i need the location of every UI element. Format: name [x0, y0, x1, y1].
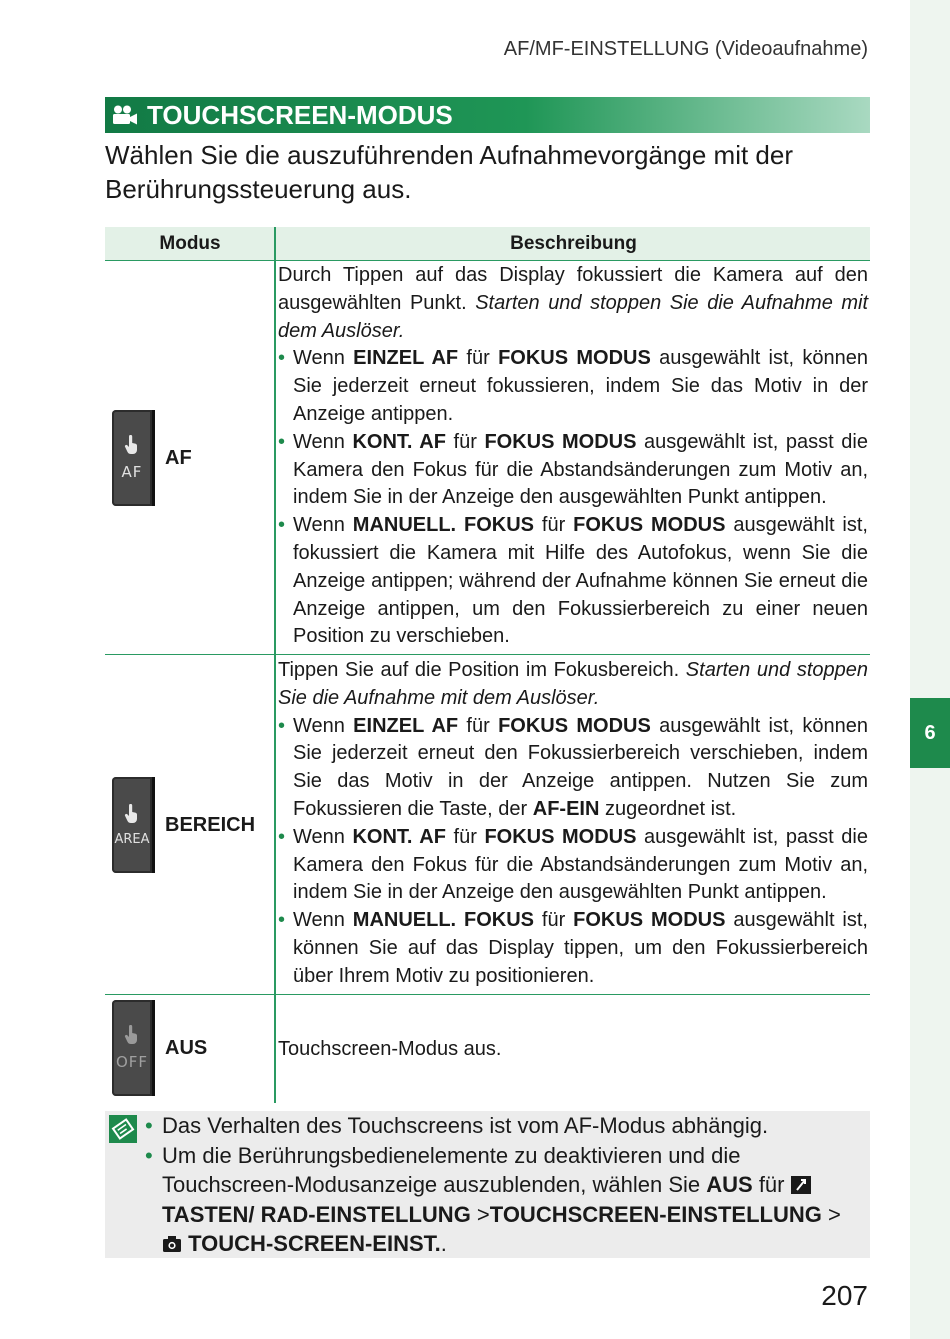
section-title-text: TOUCHSCREEN-MODUS: [147, 99, 453, 130]
column-divider: [274, 227, 276, 1103]
mode-cell-bereich: [112, 777, 255, 873]
note-icon: [109, 1115, 137, 1143]
touch-off-icon: [112, 1000, 155, 1096]
camera-icon: [162, 1235, 182, 1253]
note-list: [145, 1111, 845, 1259]
mode-cell-aus: [112, 1000, 207, 1096]
desc-text: Tippen Sie auf die Position im Fokusbereich.: [278, 659, 680, 681]
chapter-tab: 6: [910, 698, 950, 768]
table-header: [105, 227, 870, 261]
mode-icon-text: AF: [121, 463, 143, 481]
note-box: [105, 1111, 870, 1258]
touch-af-icon: [112, 410, 155, 506]
mode-icon-text: OFF: [115, 1053, 149, 1071]
list-item: • Wenn EINZEL AF für FOKUS MODUS ausgewählt ist, können Sie jederzeit erneut fokussieren, indem Sie das Motiv in der Anzeige antippen.: [278, 345, 868, 428]
list-item: • Wenn MANUELL. FOKUS für FOKUS MODUS ausgewählt ist, können Sie auf das Display tippen, um den Fokussierbereich über Ihrem Motiv zu positionieren.: [278, 907, 868, 990]
intro-text: Wählen Sie die auszuführenden Aufnahmevorgänge mit der Berührungssteuerung aus.: [105, 140, 793, 204]
description-intro: [278, 657, 868, 713]
header-beschreibung: Beschreibung: [510, 232, 637, 254]
mode-label-bereich: BEREICH: [165, 813, 256, 836]
desc-italic: Starten und stoppen Sie die Aufnahme mit dem Auslöser.: [278, 291, 869, 342]
list-item: • Wenn MANUELL. FOKUS für FOKUS MODUS ausgewählt ist, fokussiert die Kamera mit Hilfe des Autofokus, wenn Sie die Anzeige antippen; während der Aufnahme können Sie erneut die Anzeige antippen, um den Fokussierbereich zu einer neuen Position zu verschieben.: [278, 512, 868, 651]
section-title: [105, 97, 870, 133]
list-item: • Wenn EINZEL AF für FOKUS MODUS ausgewählt ist, können Sie jederzeit erneut den Fokussierbereich verschieben, indem Sie das Motiv in der Anzeige antippen. Nutzen Sie zum Fokussieren die Taste, der AF-EIN zugeordnet ist.: [278, 713, 868, 824]
bullet-list: [278, 345, 868, 651]
description-af: [278, 262, 868, 651]
side-strip: [910, 0, 950, 1339]
list-item: • Wenn KONT. AF für FOKUS MODUS ausgewählt ist, passt die Kamera den Fokus für die Abstandsänderungen zum Motiv an, indem Sie in der Anzeige den ausgewählten Punkt antippen.: [278, 824, 868, 907]
mode-label-af: AF: [165, 446, 192, 469]
desc-text: Durch Tippen auf das Display fokussiert die Kamera auf den ausgewählten Punkt.: [278, 264, 868, 314]
bullet-list: [278, 713, 868, 991]
mode-label-aus: AUS: [165, 1036, 208, 1059]
mode-icon-text: AREA: [114, 831, 150, 847]
movie-icon: [111, 104, 139, 126]
description-aus: [278, 1036, 868, 1064]
list-item: • Wenn KONT. AF für FOKUS MODUS ausgewählt ist, passt die Kamera den Fokus für die Abstandsänderungen zum Motiv an, indem Sie in der Anzeige den ausgewählten Punkt antippen.: [278, 429, 868, 512]
mode-cell-af: [112, 410, 192, 506]
row-divider: [105, 994, 870, 995]
description-bereich: [278, 657, 868, 991]
page-number: 207: [821, 1280, 868, 1311]
description-intro: Touchscreen-Modus aus.: [278, 1038, 502, 1060]
header-modus: Modus: [159, 232, 221, 254]
finger-icon: [124, 435, 140, 455]
touch-area-icon: [112, 777, 155, 873]
finger-icon: [124, 804, 140, 824]
description-intro: [278, 262, 868, 345]
desc-italic: Starten und stoppen Sie die Aufnahme mit dem Auslöser.: [278, 659, 868, 709]
finger-icon: [124, 1025, 140, 1045]
row-divider: [105, 654, 870, 655]
list-item: • Um die Berührungsbedienelemente zu deaktivieren und die Touchscreen-Modusanzeige auszublenden, wählen Sie AUS für TASTEN/ RAD-EINSTELLUNG >TOUCHSCREEN-EINSTELLUNG > TOUCH-SCREEN-EINST..: [145, 1141, 845, 1259]
running-head: AF/MF-EINSTELLUNG (Videoaufnahme): [503, 38, 868, 60]
list-item: • Das Verhalten des Touchscreens ist vom AF-Modus abhängig.: [145, 1111, 845, 1141]
function-settings-icon: [791, 1176, 811, 1194]
